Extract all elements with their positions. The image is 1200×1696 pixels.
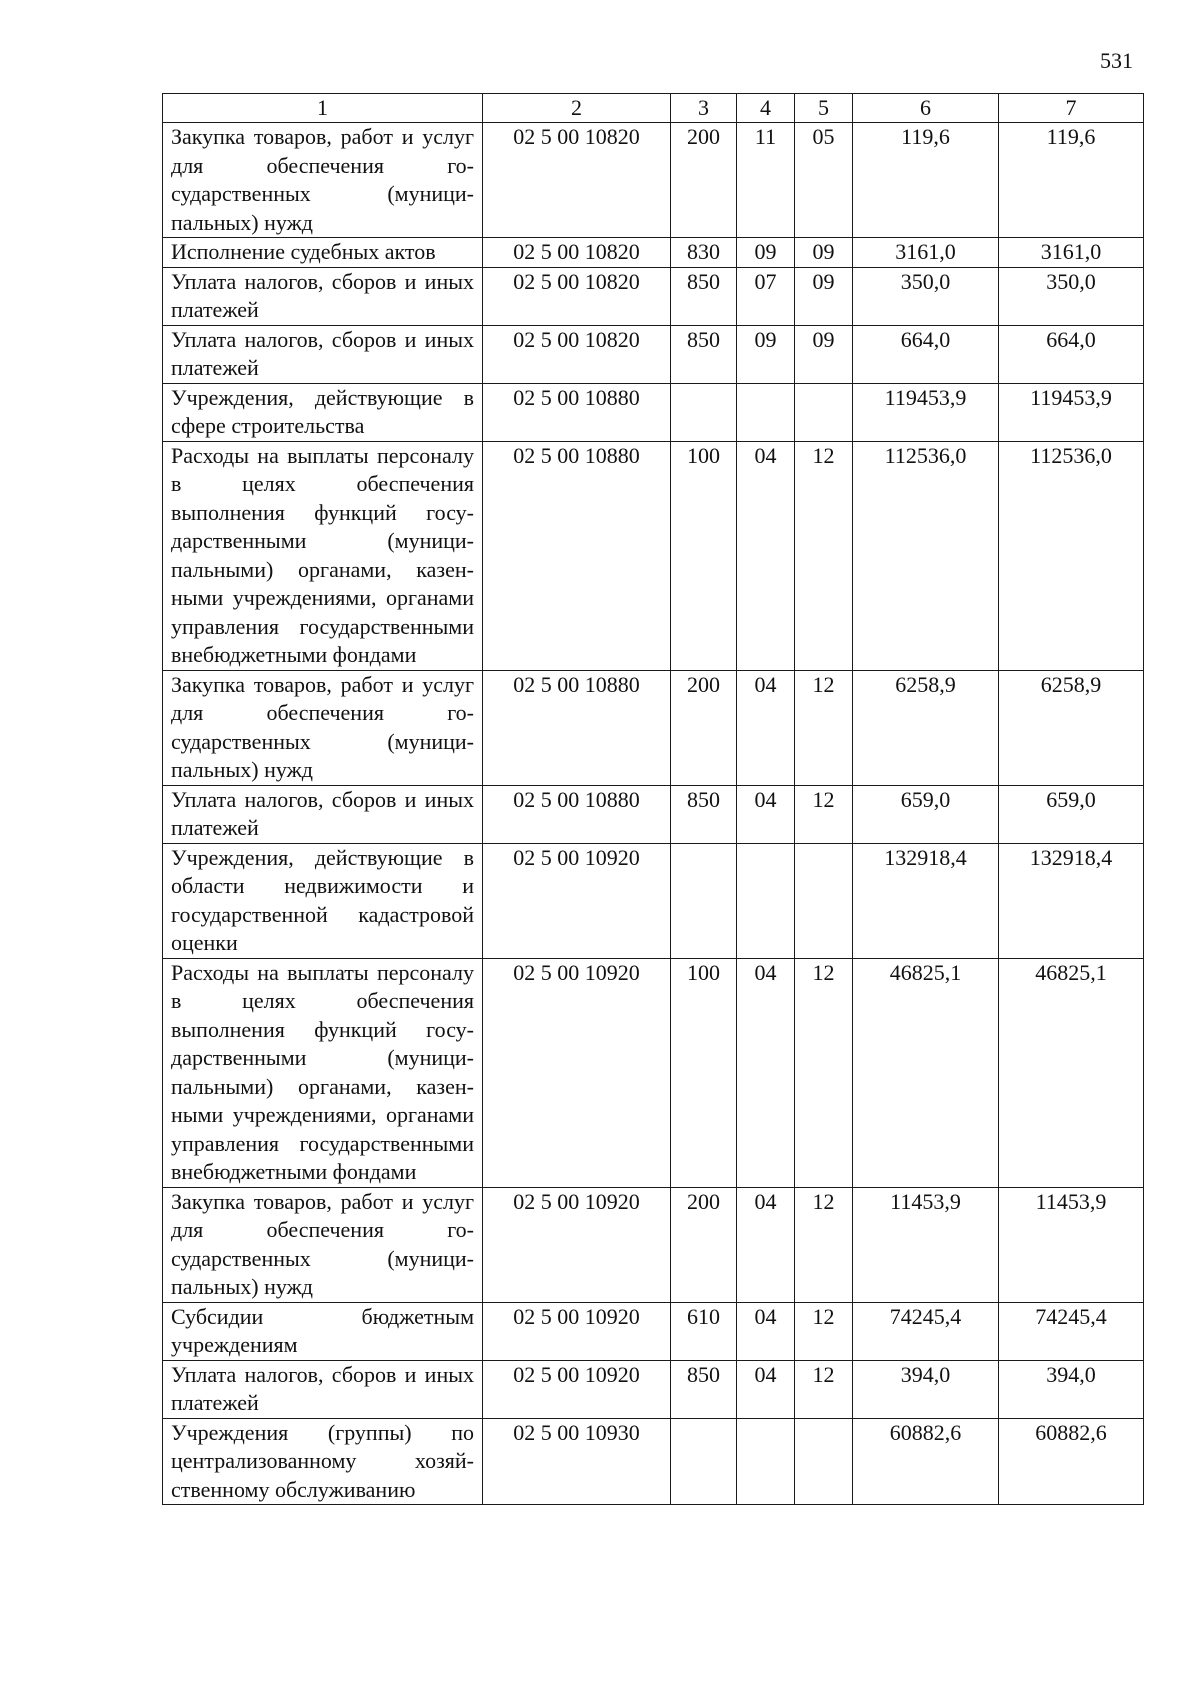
cell-name: Уплата налогов, сборов и иных платежей (163, 785, 483, 843)
cell-col6: 74245,4 (853, 1302, 999, 1360)
column-header-3: 3 (671, 94, 737, 123)
table-row (163, 1187, 1144, 1302)
cell-col3: 850 (671, 325, 737, 383)
cell-col3: 850 (671, 1360, 737, 1418)
cell-col6: 659,0 (853, 785, 999, 843)
cell-code: 02 5 00 10820 (483, 325, 671, 383)
cell-col5: 12 (795, 785, 853, 843)
cell-code: 02 5 00 10880 (483, 670, 671, 785)
table-row (163, 958, 1144, 1187)
cell-name: Уплата налогов, сборов и иных платежей (163, 267, 483, 325)
cell-code: 02 5 00 10880 (483, 441, 671, 670)
table-row (163, 1360, 1144, 1418)
cell-col4: 04 (737, 958, 795, 1187)
cell-col3: 100 (671, 958, 737, 1187)
cell-col5: 12 (795, 670, 853, 785)
cell-col6: 664,0 (853, 325, 999, 383)
cell-col3: 850 (671, 267, 737, 325)
cell-col3: 200 (671, 1187, 737, 1302)
cell-name: Расходы на выплаты персоналу в целях обеспечения выполнения функций государственными (муниципальными) органами, казенными учреждениями, органами управления государственными внебюджетными фондами (163, 441, 483, 670)
cell-col5: 12 (795, 958, 853, 1187)
cell-col7: 394,0 (999, 1360, 1144, 1418)
cell-code: 02 5 00 10880 (483, 383, 671, 441)
cell-name: Закупка товаров, работ и услуг для обеспечения государственных (муниципальных) нужд (163, 670, 483, 785)
table-row (163, 785, 1144, 843)
cell-code: 02 5 00 10920 (483, 1187, 671, 1302)
cell-col5: 05 (795, 123, 853, 238)
cell-col5: 12 (795, 441, 853, 670)
cell-col7: 11453,9 (999, 1187, 1144, 1302)
cell-col7: 119453,9 (999, 383, 1144, 441)
cell-col3: 100 (671, 441, 737, 670)
cell-col4: 04 (737, 785, 795, 843)
cell-name: Учреждения (группы) по централизованному хозяйственному обслуживанию (163, 1418, 483, 1505)
table-row (163, 123, 1144, 238)
cell-name: Закупка товаров, работ и услуг для обеспечения государственных (муниципальных) нужд (163, 1187, 483, 1302)
cell-col5 (795, 383, 853, 441)
cell-code: 02 5 00 10820 (483, 123, 671, 238)
cell-name: Уплата налогов, сборов и иных платежей (163, 325, 483, 383)
cell-col7: 664,0 (999, 325, 1144, 383)
cell-col5 (795, 1418, 853, 1505)
table-row (163, 325, 1144, 383)
cell-col3 (671, 843, 737, 958)
cell-col7: 119,6 (999, 123, 1144, 238)
cell-col5: 09 (795, 325, 853, 383)
header-row (163, 94, 1144, 123)
cell-col3: 200 (671, 670, 737, 785)
cell-col5 (795, 843, 853, 958)
cell-col5: 09 (795, 238, 853, 268)
cell-col7: 46825,1 (999, 958, 1144, 1187)
table-row (163, 383, 1144, 441)
cell-col5: 12 (795, 1302, 853, 1360)
cell-col3: 200 (671, 123, 737, 238)
table-body (163, 123, 1144, 1505)
table-row (163, 670, 1144, 785)
cell-name: Закупка товаров, работ и услуг для обеспечения государственных (муниципальных) нужд (163, 123, 483, 238)
cell-code: 02 5 00 10820 (483, 267, 671, 325)
cell-name: Исполнение судебных актов (163, 238, 483, 268)
cell-col7: 6258,9 (999, 670, 1144, 785)
cell-col3: 850 (671, 785, 737, 843)
cell-col6: 350,0 (853, 267, 999, 325)
column-header-4: 4 (737, 94, 795, 123)
cell-col6: 6258,9 (853, 670, 999, 785)
cell-col7: 112536,0 (999, 441, 1144, 670)
cell-name: Расходы на выплаты персоналу в целях обеспечения выполнения функций государственными (муниципальными) органами, казенными учреждениями, органами управления государственными внебюджетными фондами (163, 958, 483, 1187)
cell-name: Учреждения, действующие в области недвижимости и государственной кадастровой оценки (163, 843, 483, 958)
cell-col7: 3161,0 (999, 238, 1144, 268)
cell-col6: 11453,9 (853, 1187, 999, 1302)
cell-col6: 112536,0 (853, 441, 999, 670)
cell-col4: 09 (737, 325, 795, 383)
table-row (163, 1418, 1144, 1505)
column-header-5: 5 (795, 94, 853, 123)
column-header-1: 1 (163, 94, 483, 123)
cell-col7: 350,0 (999, 267, 1144, 325)
cell-col4 (737, 843, 795, 958)
cell-col6: 46825,1 (853, 958, 999, 1187)
cell-col6: 60882,6 (853, 1418, 999, 1505)
table-row (163, 1302, 1144, 1360)
budget-table (162, 93, 1144, 1505)
cell-col4 (737, 1418, 795, 1505)
cell-code: 02 5 00 10920 (483, 958, 671, 1187)
cell-code: 02 5 00 10880 (483, 785, 671, 843)
cell-col4: 04 (737, 441, 795, 670)
cell-col4: 11 (737, 123, 795, 238)
cell-name: Субсидии бюджетным учреждениям (163, 1302, 483, 1360)
cell-name: Уплата налогов, сборов и иных платежей (163, 1360, 483, 1418)
cell-code: 02 5 00 10920 (483, 1360, 671, 1418)
cell-col4: 07 (737, 267, 795, 325)
cell-col6: 3161,0 (853, 238, 999, 268)
cell-code: 02 5 00 10930 (483, 1418, 671, 1505)
cell-col3: 830 (671, 238, 737, 268)
page-number: 531 (1100, 48, 1133, 73)
cell-col6: 119453,9 (853, 383, 999, 441)
cell-col7: 60882,6 (999, 1418, 1144, 1505)
cell-col3 (671, 1418, 737, 1505)
cell-col3: 610 (671, 1302, 737, 1360)
cell-col4 (737, 383, 795, 441)
cell-code: 02 5 00 10920 (483, 1302, 671, 1360)
cell-col4: 04 (737, 1302, 795, 1360)
cell-col4: 04 (737, 1187, 795, 1302)
cell-code: 02 5 00 10820 (483, 238, 671, 268)
cell-col5: 12 (795, 1187, 853, 1302)
cell-code: 02 5 00 10920 (483, 843, 671, 958)
cell-col7: 659,0 (999, 785, 1144, 843)
column-header-2: 2 (483, 94, 671, 123)
cell-col5: 09 (795, 267, 853, 325)
cell-col3 (671, 383, 737, 441)
cell-col4: 09 (737, 238, 795, 268)
column-header-7: 7 (999, 94, 1144, 123)
cell-col7: 132918,4 (999, 843, 1144, 958)
cell-col6: 394,0 (853, 1360, 999, 1418)
cell-col7: 74245,4 (999, 1302, 1144, 1360)
table-row (163, 238, 1144, 268)
cell-col4: 04 (737, 670, 795, 785)
table-row (163, 441, 1144, 670)
cell-name: Учреждения, действующие в сфере строительства (163, 383, 483, 441)
cell-col5: 12 (795, 1360, 853, 1418)
column-header-6: 6 (853, 94, 999, 123)
table-row (163, 843, 1144, 958)
cell-col6: 119,6 (853, 123, 999, 238)
cell-col4: 04 (737, 1360, 795, 1418)
table-row (163, 267, 1144, 325)
cell-col6: 132918,4 (853, 843, 999, 958)
